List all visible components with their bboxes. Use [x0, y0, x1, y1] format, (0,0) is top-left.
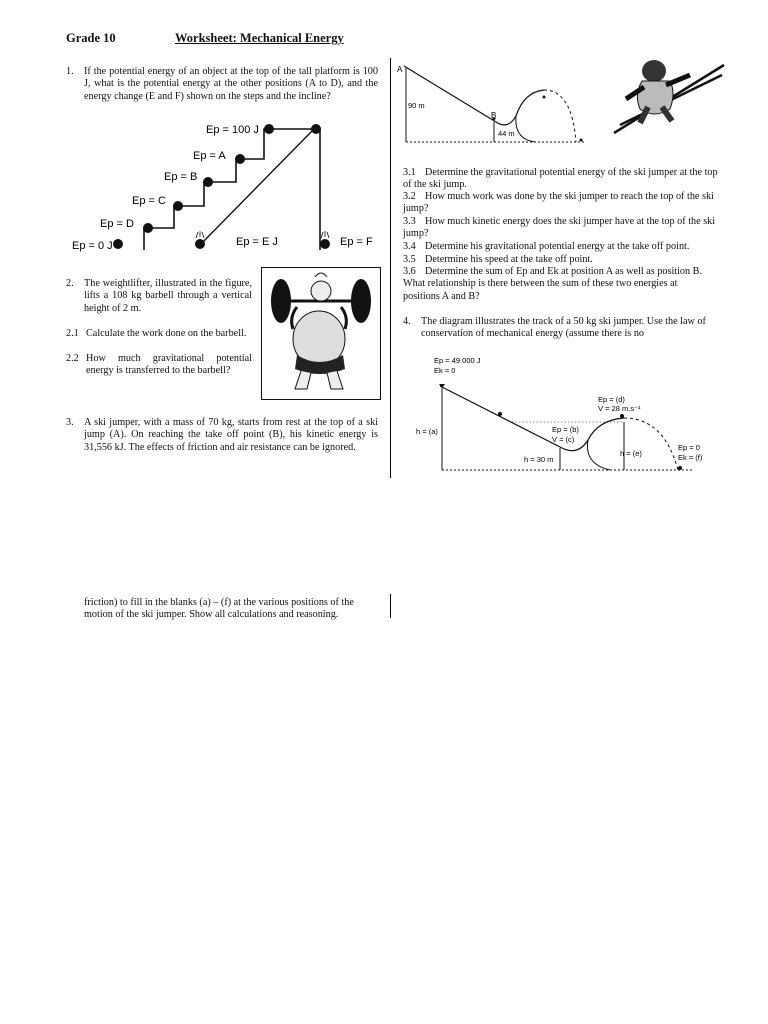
q3-sub6-text: Determine the sum of Ep and Ek at position A as well as position B. What relationship is there between the sum of these two energies at positions A and B?: [403, 266, 703, 302]
q4-text-end: friction) to fill in the blanks (a) – (f) at the various positions of the motion of the ski jumper. Show all calculations and reasoning.: [84, 597, 354, 621]
label-ep-100: Ep = 100 J: [206, 124, 259, 136]
q2-text: The weightlifter, illustrated in the figure, lifts a 108 kg barbell through a vertical height of 2 m.: [84, 278, 252, 314]
label-ek-f: Ek = (f): [678, 453, 703, 462]
impact-mark-icon: [321, 231, 329, 238]
label-ep-e: Ep = E J: [236, 236, 278, 248]
q4-number: 4.: [403, 316, 411, 327]
q1-number: 1.: [66, 66, 74, 77]
weightlifter-illustration: [261, 267, 381, 400]
q3-sub5-text: Determine his speed at the take off point.: [425, 254, 593, 265]
q3-number: 3.: [66, 417, 74, 428]
skier-icon: [678, 466, 682, 470]
impact-mark-icon: [196, 231, 204, 238]
q2-number: 2.: [66, 278, 74, 289]
q3-text: A ski jumper, with a mass of 70 kg, starts from rest at the top of a ski jump (A). On reaching the take off point (B), his kinetic energy is 31,556 kJ. The effects of friction and air resistance can be ignored.: [84, 417, 378, 453]
grade-label: Grade 10: [66, 31, 116, 45]
top-right-ball-icon: [311, 124, 321, 134]
label-b: B: [491, 111, 497, 120]
skier-icon: [543, 96, 546, 99]
column-divider: [390, 58, 391, 478]
label-ep-b: Ep = (b): [552, 425, 579, 434]
label-ep-c: Ep = C: [132, 195, 166, 207]
staircase-outline: [144, 129, 320, 250]
drop-bottom-ball-icon: [320, 239, 330, 249]
q3-sub1-number: 3.1: [403, 167, 416, 178]
label-a: A: [397, 65, 403, 74]
q4-text-start: The diagram illustrates the track of a 50 kg ski jumper. Use the law of conservation of mechanical energy (assume there is no: [421, 316, 706, 340]
label-v-c: V = (c): [552, 435, 575, 444]
label-h-e: h = (e): [620, 449, 642, 458]
label-ep-b: Ep = B: [164, 171, 198, 183]
ski-jumper-photo: [606, 55, 726, 137]
q2-sub2-text: How much gravitational potential energy is transferred to the barbell?: [86, 353, 252, 377]
worksheet-title: Worksheet: Mechanical Energy: [175, 31, 344, 45]
skier-icon: [620, 414, 624, 418]
q3-sub3-text: How much kinetic energy does the ski jumper have at the top of the ski jump?: [403, 216, 716, 240]
q3-sub3-number: 3.3: [403, 216, 416, 227]
label-ek-top: Ek = 0: [434, 366, 456, 375]
q2-sub1-text: Calculate the work done on the barbell.: [86, 328, 247, 339]
q1-text: If the potential energy of an object at the top of the tall platform is 100 J, what is the potential energy at the other positions (A to D), and the energy change (E and F) shown on the steps and the incline?: [84, 66, 378, 102]
label-ep-f: Ep = F: [340, 236, 373, 248]
label-h-30: h = 30 m: [524, 455, 554, 464]
skier-landing-icon: [580, 139, 583, 142]
q3-ski-jump-diagram: [396, 60, 596, 152]
label-h-a: h = (a): [416, 427, 438, 436]
q1-steps-diagram: [66, 118, 388, 258]
label-ep-top: Ep = 49 000 J: [434, 356, 481, 365]
ground-ball-icon: [113, 239, 123, 249]
label-90m: 90 m: [408, 101, 425, 110]
q3-sub1-text: Determine the gravitational potential energy of the ski jumper at the top of the ski jump.: [403, 167, 718, 191]
q2-sub1-number: 2.1: [66, 328, 79, 339]
incline-bottom-ball-icon: [195, 239, 205, 249]
incline-line: [200, 129, 314, 245]
q3-sub2-text: How much work was done by the ski jumper to reach the top of the ski jump?: [403, 191, 714, 215]
label-44m: 44 m: [498, 129, 515, 138]
step-c-ball-icon: [173, 201, 183, 211]
q3-sub5-number: 3.5: [403, 254, 416, 265]
step-d-ball-icon: [143, 223, 153, 233]
label-ep-0: Ep = 0: [678, 443, 700, 452]
q2-sub2-number: 2.2: [66, 353, 79, 364]
q3-sub4-text: Determine his gravitational potential energy at the take off point.: [425, 241, 690, 252]
q4-ski-track-diagram: [412, 352, 708, 476]
q3-sub2-number: 3.2: [403, 191, 416, 202]
q3-sub4-number: 3.4: [403, 241, 416, 252]
step-a-ball-icon: [235, 154, 245, 164]
q3-sub6-number: 3.6: [403, 266, 416, 277]
skier-icon: [498, 412, 502, 416]
label-ep-zero: Ep = 0 J: [72, 240, 113, 252]
label-ep-d: Ep = (d): [598, 395, 625, 404]
label-ep-d: Ep = D: [100, 218, 134, 230]
top-left-ball-icon: [264, 124, 274, 134]
step-b-ball-icon: [203, 177, 213, 187]
label-ep-a: Ep = A: [193, 150, 226, 162]
column-divider-lower: [390, 594, 391, 618]
label-v-28: V = 28 m.s⁻¹: [598, 404, 641, 413]
